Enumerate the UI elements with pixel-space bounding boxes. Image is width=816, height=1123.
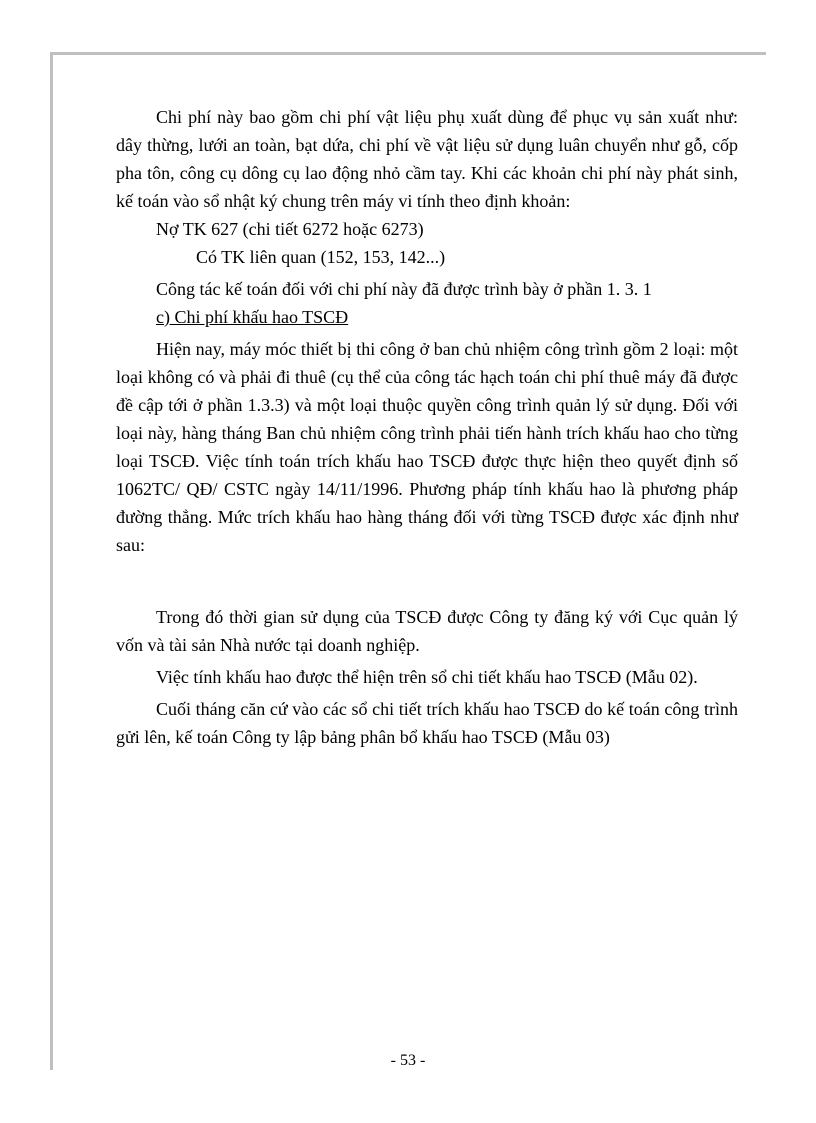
paragraph-month-end: Cuối tháng căn cứ vào các sổ chi tiết trích khấu hao TSCĐ do kế toán công trình gửi lên, kế toán Công ty lập bảng phân bổ khấu hao TSCĐ (Mẫu 03) (116, 699, 738, 747)
paragraph-depreciation-book: Việc tính khấu hao được thể hiện trên sổ chi tiết khấu hao TSCĐ (Mẫu 02). (156, 667, 698, 687)
page-number: - 53 - (390, 1052, 426, 1069)
paragraph-usage-period: Trong đó thời gian sử dụng của TSCĐ được Công ty đăng ký với Cục quản lý vốn và tài sản Nhà nước tại doanh nghiệp. (116, 607, 738, 655)
credit-entry: Có TK liên quan (152, 153, 142...) (196, 247, 446, 267)
formula-placeholder (116, 559, 738, 599)
section-heading-depreciation: c) Chi phí khấu hao TSCĐ (156, 307, 349, 327)
paragraph-reference: Công tác kế toán đối với chi phí này đã được trình bày ở phần 1. 3. 1 (156, 279, 652, 299)
debit-entry: Nợ TK 627 (chi tiết 6272 hoặc 6273) (156, 219, 424, 239)
paragraph-material-costs: Chi phí này bao gồm chi phí vật liệu phụ xuất dùng để phục vụ sản xuất như: dây thừng, lưới an toàn, bạt dứa, chi phí về vật liệu sử dụng luân chuyển như gỗ, cốp pha tôn, công cụ dông cụ lao động nhỏ cầm tay. Khi các khoản chi phí này phát sinh, kế toán vào sổ nhật ký chung trên máy vi tính theo định khoản: (116, 107, 738, 211)
document-body (116, 103, 738, 751)
paragraph-depreciation: Hiện nay, máy móc thiết bị thi công ở ban chủ nhiệm công trình gồm 2 loại: một loại không có và phải đi thuê (cụ thể của công tác hạch toán chi phí thuê máy đã được đề cập tới ở phần 1.3.3) và một loại thuộc quyền công trình quản lý sử dụng. Đối với loại này, hàng tháng Ban chủ nhiệm công trình phải tiến hành trích khấu hao cho từng loại TSCĐ. Việc tính toán trích khấu hao TSCĐ được thực hiện theo quyết định số 1062TC/ QĐ/ CSTC ngày 14/11/1996. Phương pháp tính khấu hao là phương pháp đường thẳng. Mức trích khấu hao hàng tháng đối với từng TSCĐ được xác định như sau: (116, 339, 738, 555)
